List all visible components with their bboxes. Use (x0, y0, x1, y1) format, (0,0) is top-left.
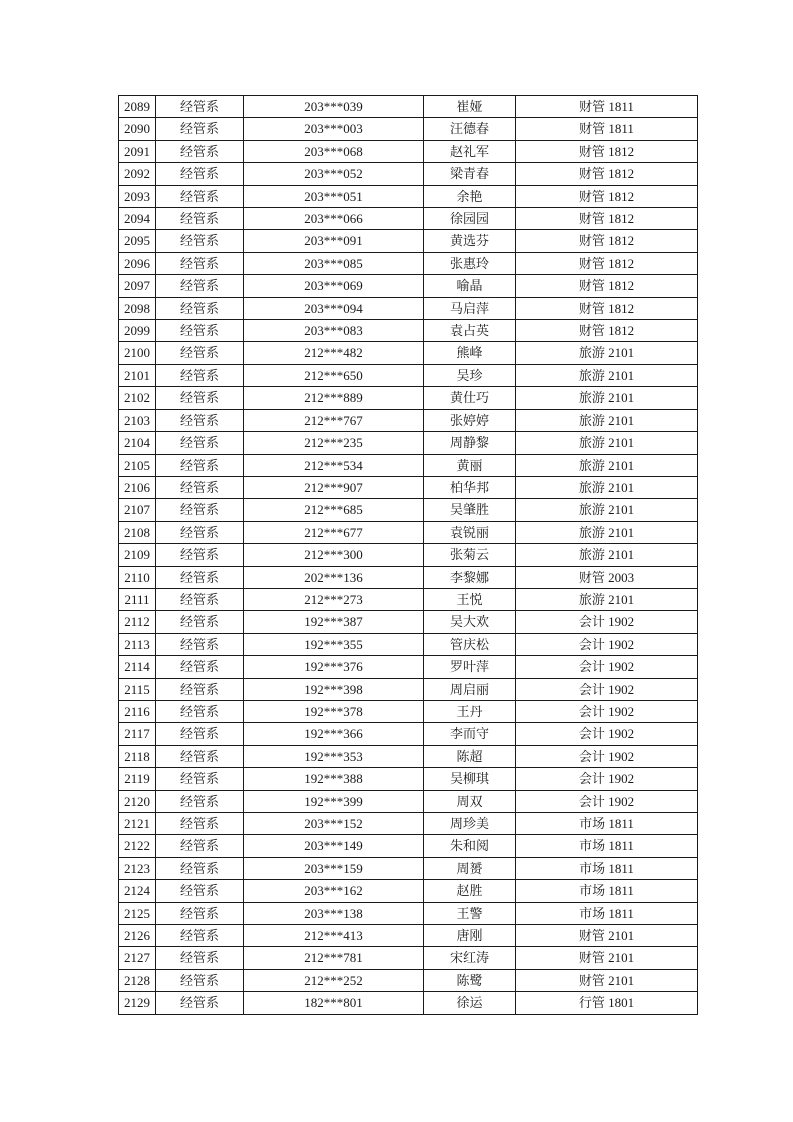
cell-class: 财管 1812 (516, 230, 698, 252)
cell-department: 经管系 (156, 835, 244, 857)
cell-department: 经管系 (156, 320, 244, 342)
table-row (119, 588, 698, 610)
cell-number: 2104 (119, 432, 156, 454)
table-row (119, 790, 698, 812)
cell-student-id: 192***387 (244, 611, 424, 633)
table-row (119, 364, 698, 386)
cell-student-id: 192***353 (244, 745, 424, 767)
cell-department: 经管系 (156, 902, 244, 924)
table-row (119, 857, 698, 879)
table-row (119, 96, 698, 118)
cell-department: 经管系 (156, 118, 244, 140)
cell-class: 财管 2101 (516, 925, 698, 947)
student-roster-body (119, 96, 698, 1015)
cell-student-id: 203***152 (244, 813, 424, 835)
cell-number: 2123 (119, 857, 156, 879)
table-row (119, 208, 698, 230)
cell-name: 吴柳琪 (424, 768, 516, 790)
cell-student-id: 203***094 (244, 297, 424, 319)
cell-department: 经管系 (156, 432, 244, 454)
cell-class: 旅游 2101 (516, 588, 698, 610)
cell-number: 2105 (119, 454, 156, 476)
cell-class: 会计 1902 (516, 700, 698, 722)
cell-number: 2111 (119, 588, 156, 610)
table-row (119, 992, 698, 1014)
cell-student-id: 203***162 (244, 880, 424, 902)
cell-department: 经管系 (156, 633, 244, 655)
cell-number: 2100 (119, 342, 156, 364)
cell-class: 财管 1812 (516, 297, 698, 319)
cell-name: 陈鹭 (424, 969, 516, 991)
table-row (119, 723, 698, 745)
cell-name: 王警 (424, 902, 516, 924)
cell-department: 经管系 (156, 611, 244, 633)
table-row (119, 835, 698, 857)
cell-name: 梁青春 (424, 163, 516, 185)
cell-name: 罗叶萍 (424, 656, 516, 678)
cell-department: 经管系 (156, 96, 244, 118)
table-row (119, 544, 698, 566)
cell-department: 经管系 (156, 566, 244, 588)
cell-name: 吴大欢 (424, 611, 516, 633)
table-row (119, 275, 698, 297)
cell-student-id: 203***052 (244, 163, 424, 185)
cell-student-id: 212***252 (244, 969, 424, 991)
cell-name: 周启丽 (424, 678, 516, 700)
cell-class: 会计 1902 (516, 611, 698, 633)
cell-name: 周赟 (424, 857, 516, 879)
cell-name: 黄丽 (424, 454, 516, 476)
cell-name: 赵礼军 (424, 140, 516, 162)
cell-department: 经管系 (156, 297, 244, 319)
cell-number: 2091 (119, 140, 156, 162)
student-roster-table (118, 95, 698, 1015)
cell-name: 赵胜 (424, 880, 516, 902)
cell-class: 旅游 2101 (516, 409, 698, 431)
cell-department: 经管系 (156, 857, 244, 879)
cell-name: 管庆松 (424, 633, 516, 655)
cell-name: 柏华邦 (424, 476, 516, 498)
cell-student-id: 212***534 (244, 454, 424, 476)
cell-student-id: 212***767 (244, 409, 424, 431)
cell-student-id: 212***685 (244, 499, 424, 521)
cell-student-id: 202***136 (244, 566, 424, 588)
cell-department: 经管系 (156, 208, 244, 230)
cell-number: 2098 (119, 297, 156, 319)
cell-student-id: 212***907 (244, 476, 424, 498)
cell-department: 经管系 (156, 656, 244, 678)
cell-student-id: 212***300 (244, 544, 424, 566)
cell-class: 财管 2003 (516, 566, 698, 588)
cell-department: 经管系 (156, 364, 244, 386)
cell-class: 旅游 2101 (516, 387, 698, 409)
table-row (119, 768, 698, 790)
cell-name: 崔娅 (424, 96, 516, 118)
cell-student-id: 203***051 (244, 185, 424, 207)
cell-student-id: 212***677 (244, 521, 424, 543)
cell-student-id: 203***138 (244, 902, 424, 924)
cell-number: 2117 (119, 723, 156, 745)
cell-student-id: 212***273 (244, 588, 424, 610)
cell-class: 财管 2101 (516, 947, 698, 969)
cell-student-id: 203***066 (244, 208, 424, 230)
cell-name: 黄选芬 (424, 230, 516, 252)
table-row (119, 320, 698, 342)
cell-department: 经管系 (156, 544, 244, 566)
cell-class: 财管 1811 (516, 118, 698, 140)
table-row (119, 656, 698, 678)
cell-class: 旅游 2101 (516, 432, 698, 454)
cell-student-id: 212***889 (244, 387, 424, 409)
cell-student-id: 182***801 (244, 992, 424, 1014)
cell-class: 会计 1902 (516, 678, 698, 700)
cell-name: 王悦 (424, 588, 516, 610)
cell-department: 经管系 (156, 342, 244, 364)
table-row (119, 230, 698, 252)
cell-class: 旅游 2101 (516, 454, 698, 476)
table-row (119, 678, 698, 700)
table-row (119, 342, 698, 364)
cell-number: 2099 (119, 320, 156, 342)
cell-class: 旅游 2101 (516, 342, 698, 364)
table-row (119, 633, 698, 655)
cell-number: 2101 (119, 364, 156, 386)
cell-name: 马启萍 (424, 297, 516, 319)
cell-number: 2107 (119, 499, 156, 521)
cell-number: 2106 (119, 476, 156, 498)
cell-student-id: 203***083 (244, 320, 424, 342)
cell-number: 2118 (119, 745, 156, 767)
cell-student-id: 192***366 (244, 723, 424, 745)
cell-student-id: 192***378 (244, 700, 424, 722)
cell-student-id: 203***159 (244, 857, 424, 879)
cell-number: 2096 (119, 252, 156, 274)
cell-number: 2093 (119, 185, 156, 207)
cell-name: 徐运 (424, 992, 516, 1014)
cell-class: 行管 1801 (516, 992, 698, 1014)
cell-number: 2129 (119, 992, 156, 1014)
cell-number: 2126 (119, 925, 156, 947)
cell-department: 经管系 (156, 813, 244, 835)
cell-class: 会计 1902 (516, 790, 698, 812)
cell-class: 会计 1902 (516, 768, 698, 790)
cell-class: 财管 1811 (516, 96, 698, 118)
cell-number: 2109 (119, 544, 156, 566)
cell-name: 张婷婷 (424, 409, 516, 431)
cell-name: 吴肇胜 (424, 499, 516, 521)
cell-department: 经管系 (156, 387, 244, 409)
cell-number: 2114 (119, 656, 156, 678)
table-row (119, 432, 698, 454)
cell-department: 经管系 (156, 163, 244, 185)
cell-department: 经管系 (156, 476, 244, 498)
table-row (119, 163, 698, 185)
cell-name: 唐刚 (424, 925, 516, 947)
table-row (119, 521, 698, 543)
cell-name: 袁锐丽 (424, 521, 516, 543)
cell-name: 周珍美 (424, 813, 516, 835)
cell-department: 经管系 (156, 678, 244, 700)
cell-class: 财管 2101 (516, 969, 698, 991)
table-row (119, 185, 698, 207)
table-row (119, 252, 698, 274)
cell-class: 市场 1811 (516, 880, 698, 902)
cell-name: 余艳 (424, 185, 516, 207)
cell-number: 2113 (119, 633, 156, 655)
cell-number: 2127 (119, 947, 156, 969)
cell-class: 旅游 2101 (516, 544, 698, 566)
cell-student-id: 212***781 (244, 947, 424, 969)
cell-department: 经管系 (156, 768, 244, 790)
cell-number: 2112 (119, 611, 156, 633)
cell-number: 2103 (119, 409, 156, 431)
cell-student-id: 192***388 (244, 768, 424, 790)
cell-student-id: 192***376 (244, 656, 424, 678)
table-row (119, 902, 698, 924)
cell-number: 2119 (119, 768, 156, 790)
cell-class: 会计 1902 (516, 745, 698, 767)
cell-number: 2092 (119, 163, 156, 185)
cell-student-id: 212***650 (244, 364, 424, 386)
cell-class: 会计 1902 (516, 723, 698, 745)
cell-department: 经管系 (156, 790, 244, 812)
table-row (119, 947, 698, 969)
cell-class: 旅游 2101 (516, 521, 698, 543)
cell-class: 财管 1812 (516, 140, 698, 162)
table-row (119, 925, 698, 947)
cell-student-id: 212***413 (244, 925, 424, 947)
cell-number: 2095 (119, 230, 156, 252)
cell-name: 张惠玲 (424, 252, 516, 274)
cell-department: 经管系 (156, 947, 244, 969)
cell-number: 2120 (119, 790, 156, 812)
cell-name: 宋红涛 (424, 947, 516, 969)
table-row (119, 118, 698, 140)
cell-department: 经管系 (156, 275, 244, 297)
cell-department: 经管系 (156, 723, 244, 745)
cell-student-id: 203***003 (244, 118, 424, 140)
cell-number: 2089 (119, 96, 156, 118)
cell-number: 2125 (119, 902, 156, 924)
cell-department: 经管系 (156, 925, 244, 947)
cell-class: 会计 1902 (516, 656, 698, 678)
cell-student-id: 212***482 (244, 342, 424, 364)
cell-class: 财管 1812 (516, 252, 698, 274)
cell-class: 财管 1812 (516, 275, 698, 297)
table-row (119, 454, 698, 476)
cell-name: 周双 (424, 790, 516, 812)
cell-student-id: 203***085 (244, 252, 424, 274)
cell-department: 经管系 (156, 745, 244, 767)
cell-department: 经管系 (156, 992, 244, 1014)
cell-name: 张菊云 (424, 544, 516, 566)
cell-student-id: 203***069 (244, 275, 424, 297)
cell-name: 袁占英 (424, 320, 516, 342)
table-row (119, 499, 698, 521)
cell-student-id: 192***399 (244, 790, 424, 812)
cell-name: 黄仕巧 (424, 387, 516, 409)
cell-number: 2097 (119, 275, 156, 297)
cell-class: 财管 1812 (516, 320, 698, 342)
cell-student-id: 203***039 (244, 96, 424, 118)
cell-name: 朱和阅 (424, 835, 516, 857)
table-row (119, 476, 698, 498)
cell-number: 2115 (119, 678, 156, 700)
cell-number: 2128 (119, 969, 156, 991)
cell-number: 2094 (119, 208, 156, 230)
cell-number: 2122 (119, 835, 156, 857)
table-row (119, 566, 698, 588)
cell-class: 财管 1812 (516, 185, 698, 207)
cell-department: 经管系 (156, 409, 244, 431)
cell-name: 王丹 (424, 700, 516, 722)
cell-name: 周静黎 (424, 432, 516, 454)
cell-name: 吴珍 (424, 364, 516, 386)
cell-class: 旅游 2101 (516, 364, 698, 386)
table-row (119, 880, 698, 902)
cell-class: 市场 1811 (516, 835, 698, 857)
cell-class: 会计 1902 (516, 633, 698, 655)
cell-student-id: 212***235 (244, 432, 424, 454)
cell-student-id: 203***091 (244, 230, 424, 252)
cell-name: 徐园园 (424, 208, 516, 230)
cell-class: 市场 1811 (516, 902, 698, 924)
table-row (119, 297, 698, 319)
cell-department: 经管系 (156, 700, 244, 722)
cell-name: 汪德春 (424, 118, 516, 140)
cell-class: 财管 1812 (516, 163, 698, 185)
cell-name: 熊峰 (424, 342, 516, 364)
cell-number: 2108 (119, 521, 156, 543)
cell-name: 李而守 (424, 723, 516, 745)
cell-department: 经管系 (156, 252, 244, 274)
cell-department: 经管系 (156, 140, 244, 162)
table-row (119, 409, 698, 431)
cell-name: 陈超 (424, 745, 516, 767)
cell-student-id: 192***398 (244, 678, 424, 700)
table-row (119, 700, 698, 722)
table-row (119, 745, 698, 767)
cell-number: 2090 (119, 118, 156, 140)
cell-student-id: 203***149 (244, 835, 424, 857)
cell-name: 喻晶 (424, 275, 516, 297)
table-row (119, 387, 698, 409)
table-row (119, 969, 698, 991)
cell-number: 2124 (119, 880, 156, 902)
cell-number: 2102 (119, 387, 156, 409)
cell-number: 2121 (119, 813, 156, 835)
cell-class: 旅游 2101 (516, 476, 698, 498)
cell-department: 经管系 (156, 230, 244, 252)
cell-department: 经管系 (156, 521, 244, 543)
table-row (119, 611, 698, 633)
cell-department: 经管系 (156, 588, 244, 610)
cell-student-id: 192***355 (244, 633, 424, 655)
cell-department: 经管系 (156, 880, 244, 902)
cell-number: 2116 (119, 700, 156, 722)
table-row (119, 813, 698, 835)
cell-class: 旅游 2101 (516, 499, 698, 521)
cell-class: 市场 1811 (516, 857, 698, 879)
cell-department: 经管系 (156, 454, 244, 476)
cell-department: 经管系 (156, 185, 244, 207)
cell-department: 经管系 (156, 499, 244, 521)
table-row (119, 140, 698, 162)
cell-student-id: 203***068 (244, 140, 424, 162)
cell-number: 2110 (119, 566, 156, 588)
cell-class: 市场 1811 (516, 813, 698, 835)
cell-class: 财管 1812 (516, 208, 698, 230)
cell-name: 李黎娜 (424, 566, 516, 588)
cell-department: 经管系 (156, 969, 244, 991)
